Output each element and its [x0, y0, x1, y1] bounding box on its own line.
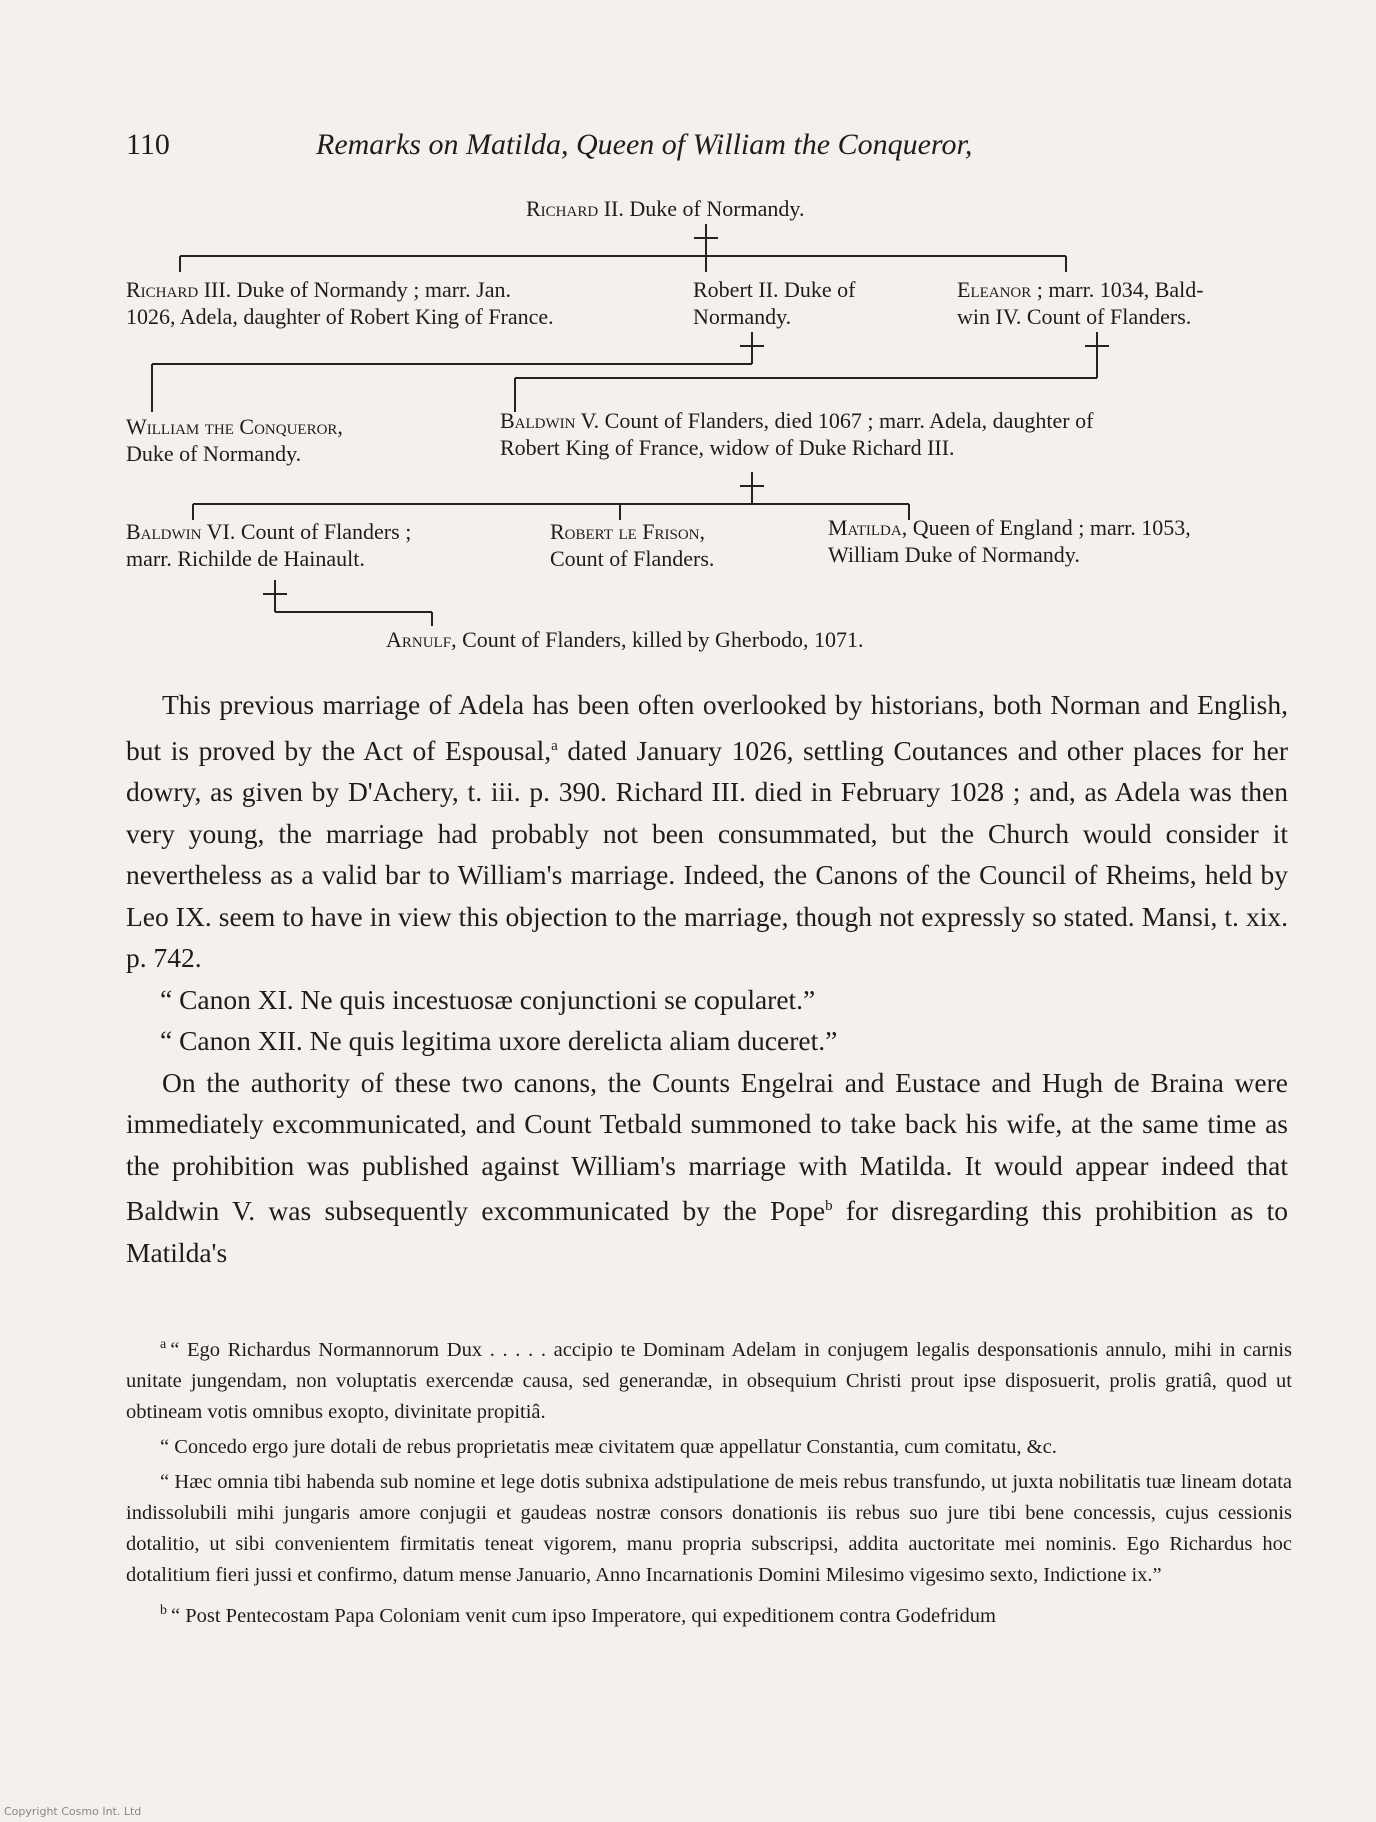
tree-arnulf: Arnulf, Count of Flanders, killed by Gherbodo, 1071.: [386, 627, 864, 652]
footnote-a-2: “ Concedo ergo jure dotali de rebus proprietatis meæ civitatem quæ appellatur Constantia, cum comitatu, &c.: [160, 1435, 1057, 1458]
copyright-watermark: Copyright Cosmo Int. Ltd: [4, 1805, 142, 1818]
tree-richard-iii: Richard III. Duke of Normandy ; marr. Jan. 1026, Adela, daughter of Robert King of France.: [126, 277, 554, 329]
tree-baldwin-vi: Baldwin VI. Count of Flanders ; marr. Richilde de Hainault.: [126, 519, 412, 571]
page-number: 110: [126, 128, 170, 161]
footnotes: [126, 1329, 1292, 1636]
footnote-a-1: $^a$ “ Ego Richardus Normannorum Dux . . . . . accipio te Dominam Adelam in conjugem legalis desponsationis annulo, mihi in carnis unitate jungendam, non voluptatis exercendæ causa, sed generandæ, in obsequium Christi prout ipse disposuerit, prolis gratiâ, quod ut obtineam votis omnibus exopto, divinitate propitiâ.: [126, 1337, 1292, 1423]
paragraph-1: This previous marriage of Adela has been often overlooked by historians, both Norman and English, but is proved by the Act of Espousal,$^a$ dated January 1026, settling Coutances and other places for her dowry, as given by D'Achery, t. iii. p. 390. Richard III. died in February 1028 ; and, as Adela was then very young, the marriage had probably not been consummated, but the Church would consider it nevertheless as a valid bar to William's marriage. Indeed, the Canons of the Council of Rheims, held by Leo IX. seem to have in view this objection to the marriage, though not expressly so stated. Mansi, t. xix. p. 742.: [126, 689, 1288, 974]
body-text: [126, 684, 1288, 1273]
tree-eleanor: Eleanor ; marr. 1034, Bald- win IV. Count of Flanders.: [957, 277, 1204, 329]
tree-robert-ii: Robert II. Duke of Normandy.: [693, 277, 856, 329]
canon-xi: “ Canon XI. Ne quis incestuosæ conjunctioni se copularet.”: [160, 983, 816, 1015]
tree-richard-ii: Richard II. Duke of Normandy.: [526, 196, 805, 221]
tree-baldwin-v: Baldwin V. Count of Flanders, died 1067 ; marr. Adela, daughter of Robert King of France, widow of Duke Richard III.: [500, 408, 1094, 460]
running-title: Remarks on Matilda, Queen of William the Conqueror,: [316, 128, 973, 161]
page-header: [126, 128, 1296, 168]
genealogy-connectors: [0, 0, 1376, 700]
footnote-b-1: $^b$ “ Post Pentecostam Papa Coloniam venit cum ipso Imperatore, qui expeditionem contra Godefridum: [160, 1602, 996, 1627]
footnote-a-3: “ Hæc omnia tibi habenda sub nomine et lege dotis subnixa adstipulatione de meis rebus transfundo, ut juxta nobilitatis tuæ lineam dotata indissolubili mihi jungaris amore conjugii et gaudeas nostræ consors donationis iis rebus suo jure tibi bene concessis, cujus cessionis dotalitio, ut sibi convenientem firmitatis teneat vigorem, manu propria subscripsi, addita auctoritate mei nominis. Ego Richardus hoc dotalitium fieri jussi et confirmo, datum mense Januario, Anno Incarnationis Domini Milesimo vigesimo sexto, Indictione ix.”: [126, 1470, 1292, 1586]
canon-xii: “ Canon XII. Ne quis legitima uxore derelicta aliam duceret.”: [160, 1025, 838, 1057]
tree-matilda: Matilda, Queen of England ; marr. 1053, William Duke of Normandy.: [828, 515, 1191, 567]
footnote-ref-a: a: [551, 737, 558, 754]
tree-william-conqueror: William the Conqueror, Duke of Normandy.: [126, 414, 343, 466]
tree-robert-le-frison: Robert le Frison, Count of Flanders.: [550, 519, 715, 571]
paragraph-2: On the authority of these two canons, the Counts Engelrai and Eustace and Hugh de Braina were immediately excommunicated, and Count Tetbald summoned to take back his wife, at the same time as the prohibition was published against William's marriage with Matilda. It would appear indeed that Baldwin V. was subsequently excommunicated by the Pope$^b$ for disregarding this prohibition as to Matilda's: [126, 1066, 1288, 1268]
footnote-ref-b: b: [825, 1198, 833, 1215]
